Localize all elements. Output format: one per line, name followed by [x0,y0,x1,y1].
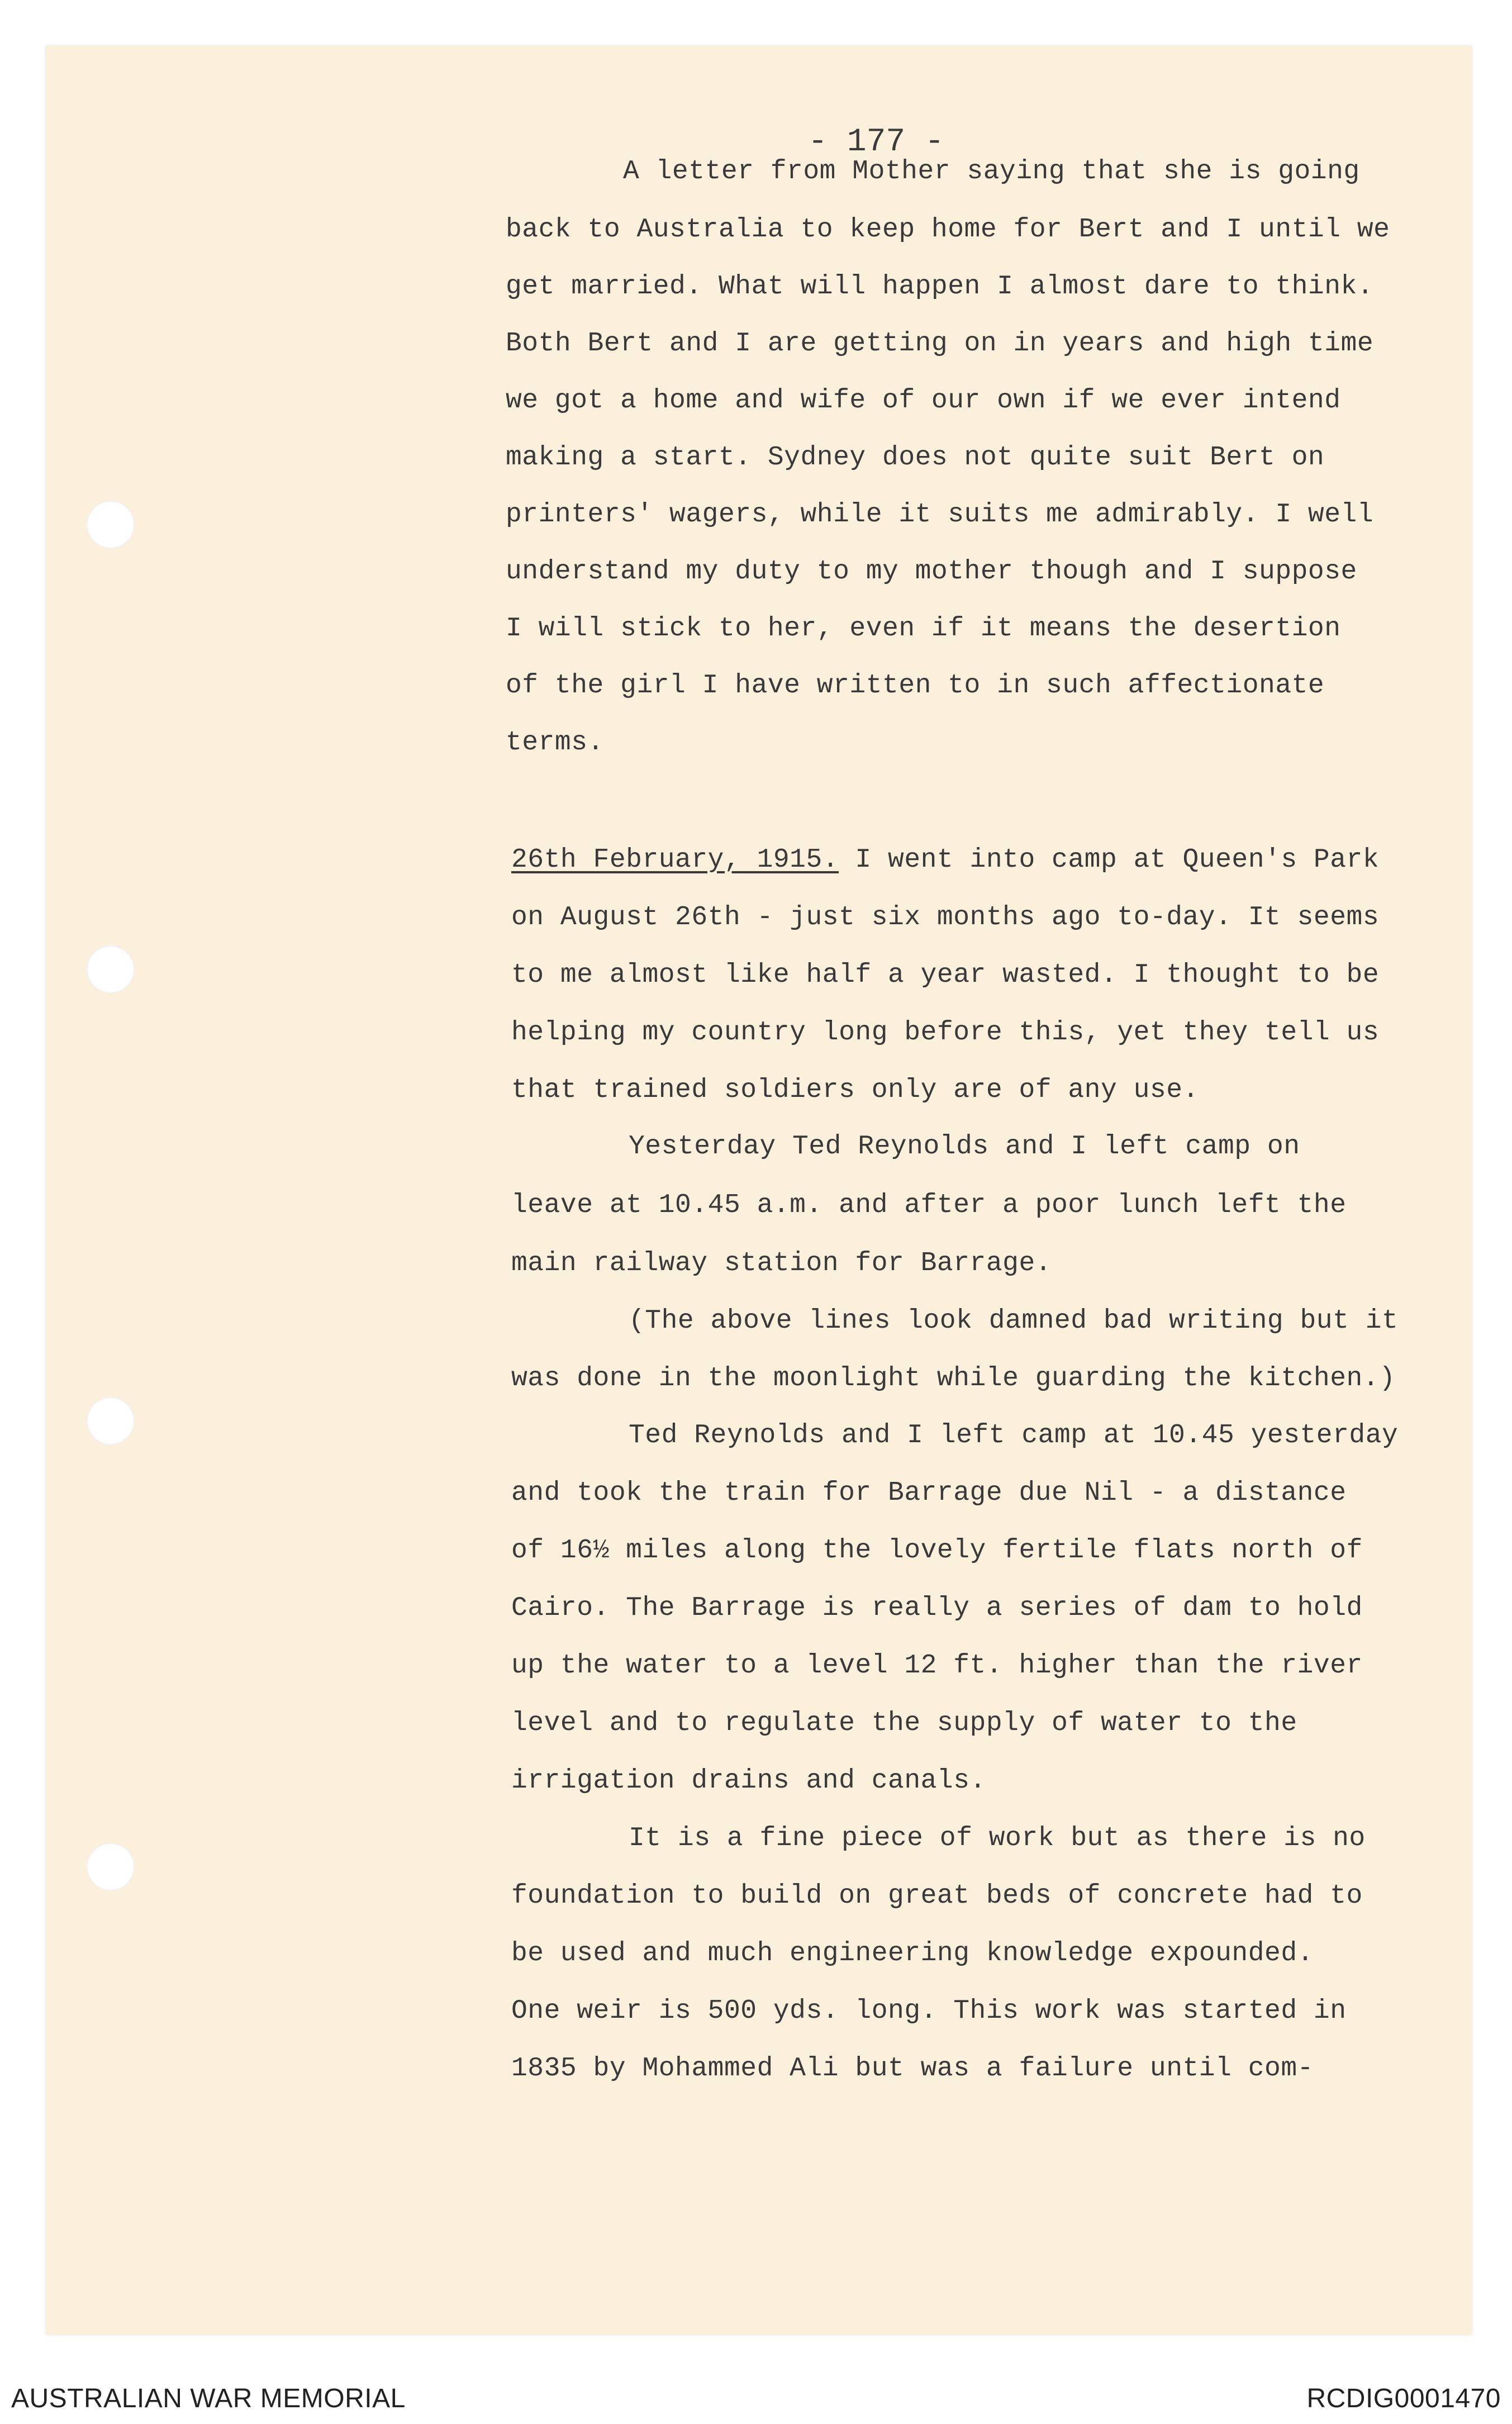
text-line: Yesterday Ted Reynolds and I left camp on [629,1132,1300,1162]
text-line: on August 26th - just six months ago to-day. It seems [511,902,1380,933]
text-line: get married. What will happen I almost dare to think. [506,272,1374,302]
footer-record-id: RCDIG0001470 [1306,2384,1501,2413]
punch-hole-3 [87,1397,135,1445]
text-line: back to Australia to keep home for Bert and I until we [506,215,1390,245]
footer-institution: AUSTRALIAN WAR MEMORIAL [11,2384,406,2413]
text-line: 1835 by Mohammed Ali but was a failure until com- [511,2054,1314,2084]
text-line: that trained soldiers only are of any use. [511,1075,1199,1105]
text-line: irrigation drains and canals. [511,1766,986,1796]
punch-hole-2 [87,945,135,994]
text-line: One weir is 500 yds. long. This work was started in [511,1996,1347,2026]
text-line: of 16½ miles along the lovely fertile flats north of [511,1536,1363,1566]
text-line: leave at 10.45 a.m. and after a poor lunch left the [511,1190,1347,1220]
punch-hole-1 [87,501,135,549]
text-line: terms. [506,728,604,758]
entry-date: 26th February, 1915. [511,845,839,875]
text-line: making a start. Sydney does not quite suit Bert on [506,443,1325,473]
text-line: (The above lines look damned bad writing but it [629,1306,1399,1336]
text-line: A letter from Mother saying that she is going [623,156,1360,187]
text-line: to me almost like half a year wasted. I thought to be [511,960,1380,990]
text-line: Both Bert and I are getting on in years and high time [506,329,1374,359]
entry-first-line-text: I went into camp at Queen's Park [839,845,1380,875]
text-line: Ted Reynolds and I left camp at 10.45 yesterday [629,1420,1399,1451]
page-number: - 177 - [808,124,944,160]
text-line: we got a home and wife of our own if we ever intend [506,386,1341,416]
text-line: of the girl I have written to in such affectionate [506,671,1325,701]
text-line: foundation to build on great beds of concrete had to [511,1881,1363,1911]
punch-hole-4 [87,1843,135,1891]
text-line: helping my country long before this, yet they tell us [511,1018,1380,1048]
text-line: and took the train for Barrage due Nil - a distance [511,1478,1347,1508]
text-line: understand my duty to my mother though and I suppose [506,557,1357,587]
text-line: level and to regulate the supply of water to the [511,1708,1297,1738]
text-line: was done in the moonlight while guarding the kitchen.) [511,1363,1396,1394]
text-line: It is a fine piece of work but as there is no [629,1823,1366,1853]
document-page [46,46,1472,2335]
text-line: be used and much engineering knowledge expounded. [511,1938,1314,1969]
entry-first-line [511,843,1379,877]
text-line: printers' wagers, while it suits me admirably. I well [506,500,1374,530]
text-line: up the water to a level 12 ft. higher than the river [511,1651,1363,1681]
text-line: I will stick to her, even if it means the desertion [506,614,1341,644]
text-line: Cairo. The Barrage is really a series of dam to hold [511,1593,1363,1623]
text-line: main railway station for Barrage. [511,1248,1052,1278]
